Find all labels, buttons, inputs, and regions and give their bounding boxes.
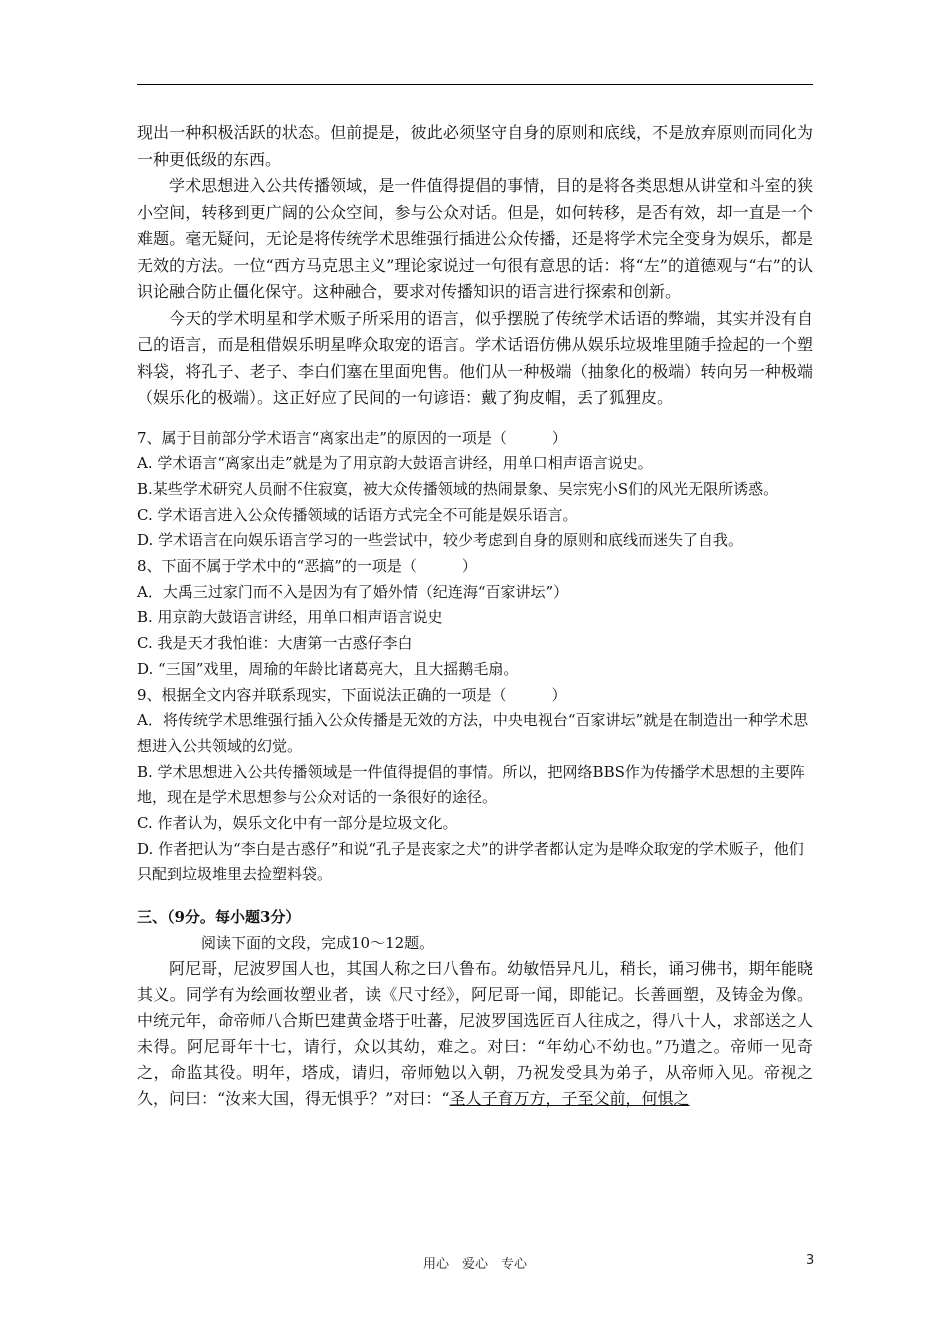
question-stem: 7、属于目前部分学术语言“离家出走”的原因的一项是（ ） bbox=[137, 428, 567, 447]
question-option: D. 作者把认为“李白是古惑仔”和说“孔子是丧家之犬”的讲学者都认定为是哗众取宠的学术贩子，他们只配到垃圾堆里去捡塑料袋。 bbox=[137, 839, 804, 884]
section-heading: 三、（9分。每小题3分） bbox=[137, 908, 301, 927]
page-content bbox=[137, 120, 813, 1112]
section-instruction: 阅读下面的文段，完成10～12题。 bbox=[201, 934, 435, 953]
question-option: C. 我是天才我怕谁：大唐第一古惑仔李白 bbox=[137, 634, 413, 653]
question-option: C. 作者认为，娱乐文化中有一部分是垃圾文化。 bbox=[137, 814, 458, 833]
question-option: D. “三国”戏里，周瑜的年龄比诸葛亮大，且大摇鹅毛扇。 bbox=[137, 659, 519, 678]
question-option: A．大禹三过家门而不入是因为有了婚外情（纪连海“百家讲坛”） bbox=[137, 582, 569, 601]
question-8 bbox=[137, 554, 813, 683]
question-option: B. 学术思想进入公共传播领域是一件值得提倡的事情。所以，把网络BBS作为传播学术思想的主要阵地，现在是学术思想参与公众对话的一条很好的途径。 bbox=[137, 762, 805, 807]
section-3 bbox=[137, 904, 813, 1112]
page-number: 3 bbox=[806, 1253, 815, 1268]
question-stem: 8、下面不属于学术中的“恶搞”的一项是（ ） bbox=[137, 557, 477, 576]
question-option: B.某些学术研究人员耐不住寂寞，被大众传播领域的热闹景象、吴宗宪小S们的风光无限所诱惑。 bbox=[137, 479, 779, 498]
question-stem: 9、根据全文内容并联系现实，下面说法正确的一项是（ ） bbox=[137, 685, 567, 704]
passage-paragraph: 今天的学术明星和学术贩子所采用的语言，似乎摆脱了传统学术话语的弊端，其实并没有自己的语言，而是租借娱乐明星哗众取宠的语言。学术话语仿佛从娱乐垃圾堆里随手捡起的一个塑料袋，将孔子、老子、李白们塞在里面兜售。他们从一种极端（抽象化的极端）转向另一种极端（娱乐化的极端）。这正好应了民间的一句谚语：戴了狗皮帽，丢了狐狸皮。 bbox=[137, 308, 813, 407]
question-option: B. 用京韵大鼓语言讲经，用单口相声语言说史 bbox=[137, 608, 443, 627]
question-option: A．将传统学术思维强行插入公众传播是无效的方法，中央电视台“百家讲坛”就是在制造出一种学术思想进入公共领域的幻觉。 bbox=[137, 711, 809, 755]
underlined-sentence: 圣人子育万方，子至父前，何惧之 bbox=[449, 1089, 690, 1109]
question-option: A. 学术语言“离家出走”就是为了用京韵大鼓语言讲经，用单口相声语言说史。 bbox=[137, 454, 653, 473]
passage-paragraph: 现出一种积极活跃的状态。但前提是，彼此必须坚守自身的原则和底线，不是放弃原则而同化为一种更低级的东西。 bbox=[137, 123, 813, 169]
question-option: D. 学术语言在向娱乐语言学习的一些尝试中，较少考虑到自身的原则和底线而迷失了自我。 bbox=[137, 531, 744, 550]
question-option: C. 学术语言进入公众传播领域的话语方式完全不可能是娱乐语言。 bbox=[137, 505, 578, 524]
classical-passage-text: 阿尼哥，尼波罗国人也，其国人称之曰八鲁布。幼敏悟异凡儿，稍长，诵习佛书，期年能晓其义。同学有为绘画妆塑业者，读《尺寸经》，阿尼哥一闻，即能记。长善画塑，及铸金为像。中统元年，命帝师八合斯巴建黄金塔于吐蕃，尼波罗国选匠百人往成之，得八十人，求部送之人未得。阿尼哥年十七，请行，众以其幼，难之。对曰：“年幼心不幼也。”乃遣之。帝师一见奇之，命监其役。明年，塔成，请归，帝师勉以入朝，乃祝发受具为弟子，从帝师入见。帝视之久，问曰：“汝来大国，得无惧乎？”对曰：“ bbox=[137, 959, 813, 1109]
question-9 bbox=[137, 683, 813, 889]
footer-motto: 用心 爱心 专心 bbox=[422, 1257, 527, 1272]
header-rule bbox=[137, 84, 813, 85]
classical-passage bbox=[137, 956, 813, 1112]
question-7 bbox=[137, 426, 813, 555]
passage-paragraph: 学术思想进入公共传播领域，是一件值得提倡的事情，目的是将各类思想从讲堂和斗室的狭小空间，转移到更广阔的公众空间，参与公众对话。但是，如何转移，是否有效，却一直是一个难题。毫无疑问，无论是将传统学术思维强行插进公众传播，还是将学术完全变身为娱乐，都是无效的方法。一位“西方马克思主义”理论家说过一句很有意思的话：将“左”的道德观与“右”的认识论融合防止僵化保守。这种融合，要求对传播知识的语言进行探索和创新。 bbox=[137, 176, 813, 301]
